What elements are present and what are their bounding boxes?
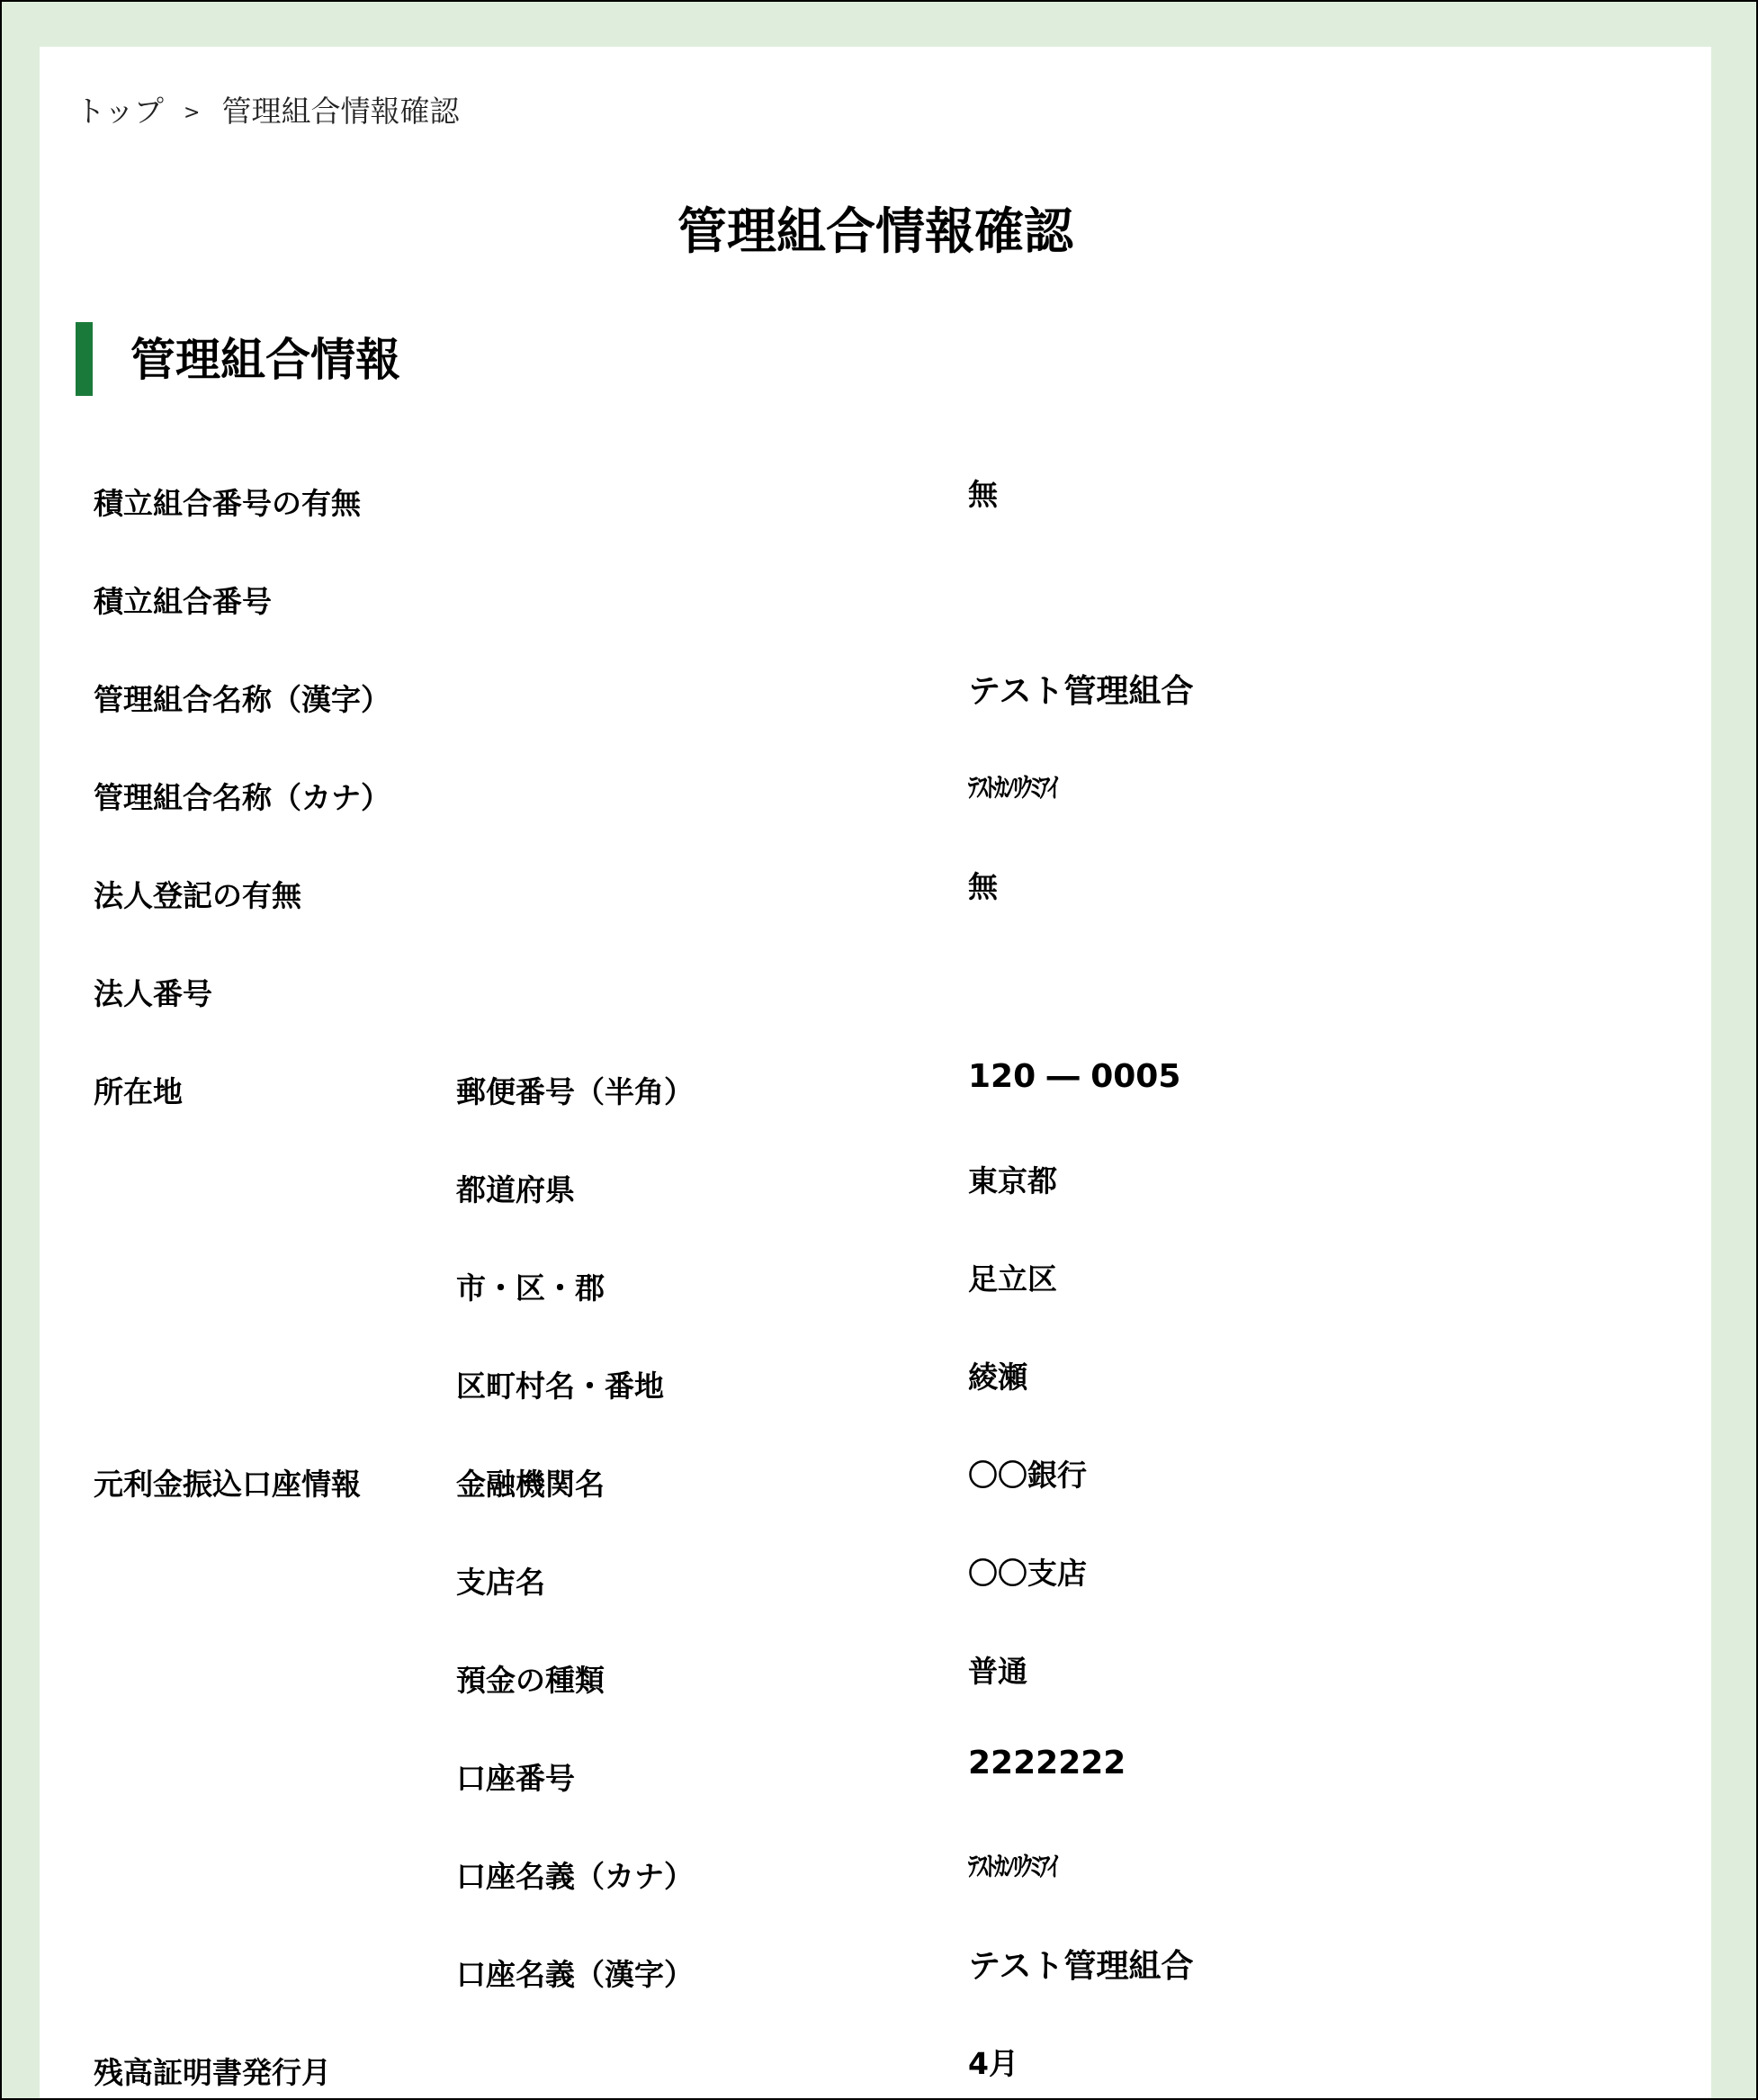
row-label: 積立組合番号の有無 <box>94 486 361 521</box>
row-bank-name <box>40 1445 1711 1543</box>
row-prefecture <box>40 1151 1711 1249</box>
row-value: ﾃｽﾄｶﾝﾘｸﾐｱｲ <box>968 773 1057 804</box>
row-sub-label: 口座番号 <box>456 1761 575 1796</box>
row-address <box>40 1347 1711 1445</box>
row-deposit-type <box>40 1641 1711 1739</box>
row-account-holder-kana <box>40 1837 1711 1935</box>
breadcrumb <box>76 88 459 130</box>
row-sub-label: 都道府県 <box>456 1172 575 1207</box>
row-sub-label: 口座名義（カナ） <box>456 1859 694 1894</box>
breadcrumb-home-link[interactable]: トップ <box>76 94 165 129</box>
row-corporate-number <box>40 955 1711 1053</box>
row-value: 120 ― 0005 <box>968 1058 1181 1095</box>
row-value: 東京都 <box>968 1163 1057 1198</box>
section-accent-bar <box>76 322 93 396</box>
row-value: 〇〇支店 <box>968 1556 1087 1591</box>
row-label: 管理組合名称（漢字） <box>94 682 390 717</box>
row-label: 所在地 <box>94 1074 183 1109</box>
row-value: 無 <box>968 869 998 904</box>
content-panel <box>40 47 1711 2100</box>
row-city <box>40 1249 1711 1347</box>
row-label: 法人番号 <box>94 976 212 1011</box>
row-label: 残高証明書発行月 <box>94 2055 331 2090</box>
row-sub-label: 郵便番号（半角） <box>456 1074 694 1109</box>
row-label: 元利金振込口座情報 <box>94 1467 361 1502</box>
row-value: 綾瀬 <box>968 1360 1027 1395</box>
row-sub-label: 市・区・郡 <box>456 1270 605 1306</box>
row-postal-code <box>40 1053 1711 1151</box>
row-value: ﾃｽﾄｶﾝﾘｸﾐｱｲ <box>968 1852 1057 1883</box>
row-value: 無 <box>968 477 998 512</box>
row-value: 2222222 <box>968 1745 1126 1781</box>
row-sub-label: 支店名 <box>456 1565 545 1600</box>
page-title: 管理組合情報確認 <box>677 202 1073 260</box>
row-reserve-number <box>40 562 1711 660</box>
breadcrumb-separator-icon: > <box>184 102 201 124</box>
row-account-number <box>40 1739 1711 1837</box>
row-value: 〇〇銀行 <box>968 1458 1087 1493</box>
row-value: テスト管理組合 <box>968 673 1194 710</box>
row-corporate-registration <box>40 857 1711 955</box>
row-value: 4月 <box>968 2046 1018 2081</box>
row-reserve-number-exists <box>40 464 1711 562</box>
row-balance-certificate-month <box>40 2033 1711 2100</box>
breadcrumb-current: 管理組合情報確認 <box>221 94 460 129</box>
row-sub-label: 口座名義（漢字） <box>456 1957 694 1992</box>
row-label: 法人登記の有無 <box>94 878 301 913</box>
row-value: テスト管理組合 <box>968 1948 1194 1985</box>
row-account-holder-kanji <box>40 1935 1711 2033</box>
row-sub-label: 区町村名・番地 <box>456 1369 664 1404</box>
row-association-name-kanji <box>40 660 1711 758</box>
row-sub-label: 預金の種類 <box>456 1663 605 1698</box>
row-label: 積立組合番号 <box>94 584 272 619</box>
row-value: 普通 <box>968 1654 1027 1689</box>
row-association-name-kana <box>40 758 1711 857</box>
row-value: 足立区 <box>968 1261 1057 1297</box>
row-label: 管理組合名称（カナ） <box>94 780 390 815</box>
row-sub-label: 金融機関名 <box>456 1467 605 1502</box>
section-title: 管理組合情報 <box>130 334 400 386</box>
row-branch-name <box>40 1543 1711 1641</box>
